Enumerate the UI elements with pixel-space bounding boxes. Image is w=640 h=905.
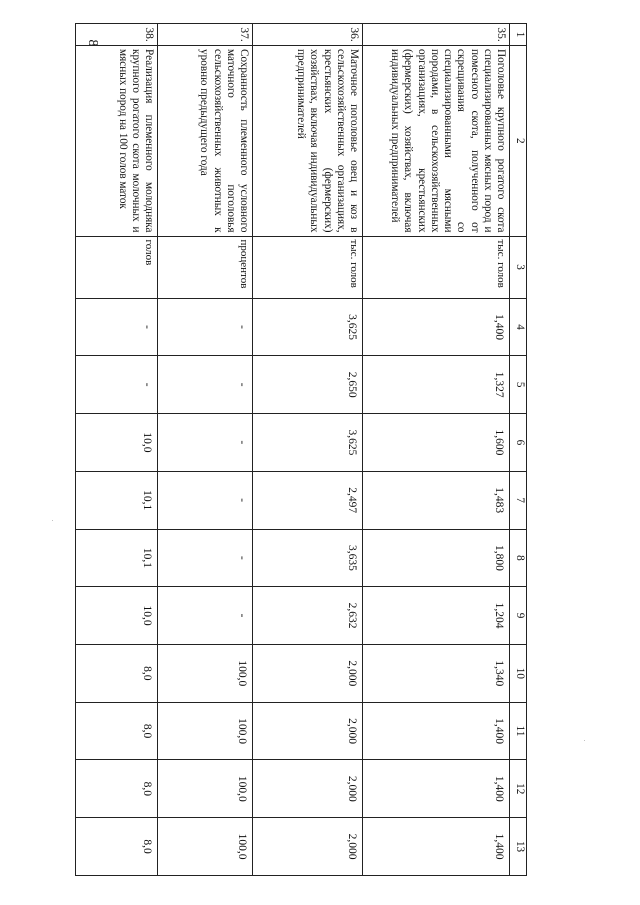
indicator-name: Маточное поголовье овец и коз в сельскохозяйственных организациях, крестьянских (фермерских) хозяйствах, включая индивидуальных предпринимателей [253, 46, 363, 236]
header-cell: 10 [510, 644, 527, 702]
header-cell: 7 [510, 471, 527, 529]
value-cell: - [158, 414, 253, 472]
header-cell: 3 [510, 236, 527, 298]
header-cell: 9 [510, 587, 527, 645]
value-cell: 2,000 [253, 644, 363, 702]
value-cell: - [158, 298, 253, 356]
header-cell: 12 [510, 760, 527, 818]
scan-speck [584, 740, 585, 741]
value-cell: 1,204 [363, 587, 510, 645]
value-cell: - [76, 356, 158, 414]
value-cell: - [76, 298, 158, 356]
indicator-name: Реализация племенного молодняка крупного рогатого скота молочных и мясных пород на 100 голов маток [76, 46, 158, 236]
value-cell: 1,600 [363, 414, 510, 472]
header-cell: 11 [510, 702, 527, 760]
value-cell: 10,1 [76, 529, 158, 587]
value-cell: 10,1 [76, 471, 158, 529]
value-cell: 1,340 [363, 644, 510, 702]
value-cell: 100,0 [158, 644, 253, 702]
scan-speck [52, 520, 53, 521]
value-cell: 8,0 [76, 644, 158, 702]
value-cell: 3,625 [253, 298, 363, 356]
value-cell: 3,635 [253, 529, 363, 587]
unit-cell: процентов [158, 236, 253, 298]
value-cell: - [158, 587, 253, 645]
value-cell: 10,0 [76, 587, 158, 645]
row-number: 37. [158, 24, 253, 46]
value-cell: 1,327 [363, 356, 510, 414]
value-cell: - [158, 356, 253, 414]
value-cell: 2,000 [253, 702, 363, 760]
value-cell: 2,497 [253, 471, 363, 529]
value-cell: 1,483 [363, 471, 510, 529]
table-row [76, 24, 158, 876]
value-cell: - [158, 471, 253, 529]
value-cell: 100,0 [158, 818, 253, 876]
header-cell: 4 [510, 298, 527, 356]
row-number: 36. [253, 24, 363, 46]
indicator-table [75, 23, 527, 876]
value-cell: 8,0 [76, 702, 158, 760]
page-number: 8 [85, 39, 100, 47]
table-row [363, 24, 510, 876]
value-cell: 1,400 [363, 702, 510, 760]
value-cell: 10,0 [76, 414, 158, 472]
value-cell: 2,000 [253, 818, 363, 876]
value-cell: 1,400 [363, 818, 510, 876]
value-cell: 8,0 [76, 818, 158, 876]
value-cell: 8,0 [76, 760, 158, 818]
indicator-name: Поголовье крупного рогатого скота специализированных мясных пород и помесного скота, полученного от скрещивания со специализированными мясными породами, в сельскохозяйственных организациях, крестьянских (фермерских) хозяйствах, включая индивидуальных предпринимателей [363, 46, 510, 236]
table-row [158, 24, 253, 876]
value-cell: 3,625 [253, 414, 363, 472]
table-header-row [510, 24, 527, 876]
value-cell: 100,0 [158, 760, 253, 818]
value-cell: 1,400 [363, 760, 510, 818]
indicator-table-container [99, 23, 527, 876]
unit-cell: тыс. голов [253, 236, 363, 298]
header-cell: 5 [510, 356, 527, 414]
value-cell: 100,0 [158, 702, 253, 760]
table-row [253, 24, 363, 876]
unit-cell: тыс. голов [363, 236, 510, 298]
rotated-page-content [99, 23, 527, 876]
value-cell: 1,800 [363, 529, 510, 587]
unit-cell: голов [76, 236, 158, 298]
header-cell: 8 [510, 529, 527, 587]
header-cell: 2 [510, 46, 527, 236]
value-cell: - [158, 529, 253, 587]
row-number: 35. [363, 24, 510, 46]
row-number: 38. [76, 24, 158, 46]
value-cell: 2,632 [253, 587, 363, 645]
header-cell: 6 [510, 414, 527, 472]
value-cell: 2,000 [253, 760, 363, 818]
header-cell: 1 [510, 24, 527, 46]
indicator-name: Сохранность племенного условного маточного поголовья сельскохозяйственных животных к уровню предыдущего года [158, 46, 253, 236]
header-cell: 13 [510, 818, 527, 876]
value-cell: 2,650 [253, 356, 363, 414]
value-cell: 1,400 [363, 298, 510, 356]
